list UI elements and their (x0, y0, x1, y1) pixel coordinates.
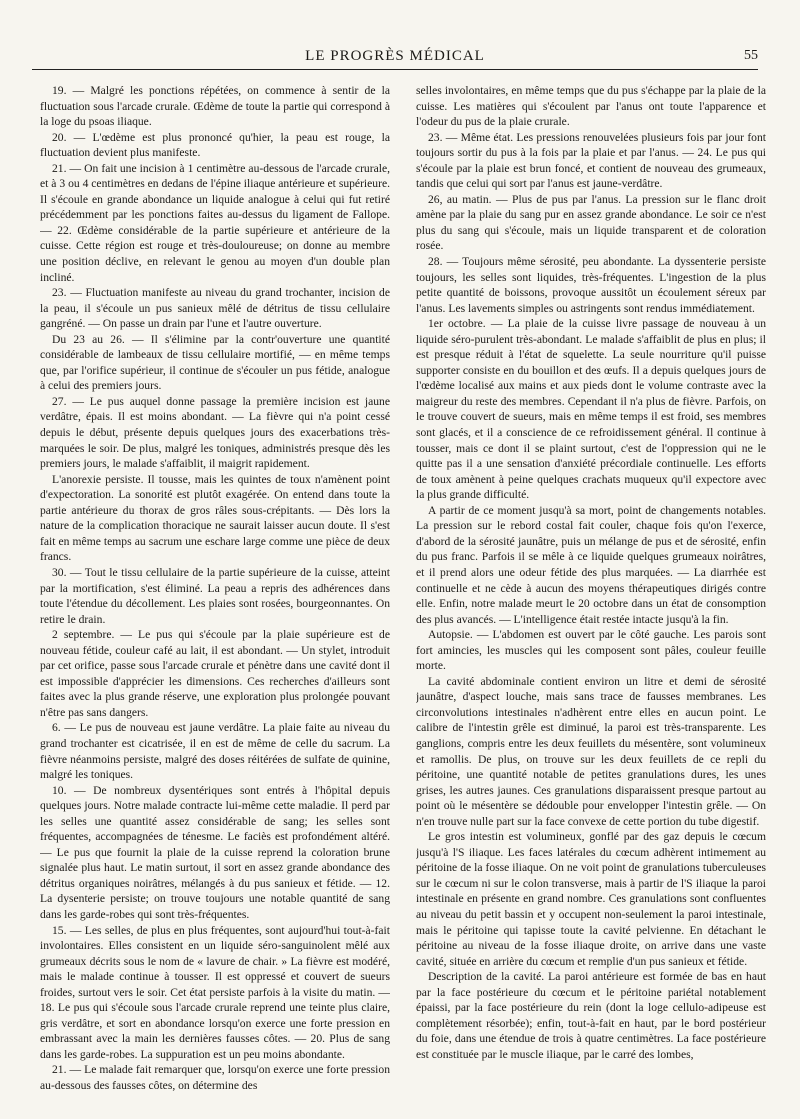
paragraph: 2 septembre. — Le pus qui s'écoule par la plaie supérieure est de nouveau fétide, couleur café au lait, il est abondant. — Un stylet, introduit par cet orifice, passe sous l'arcade crurale et pénètre dans une cavité dont il est impossible d'apprécier les dimensions. Ces recherches d'ailleurs sont faites avec la plus grande réserve, une exploration plus prolongée pouvant n'être pas sans dangers. (40, 628, 390, 719)
paragraph: 21. — On fait une incision à 1 centimètre au-dessous de l'arcade crurale, et à 3 ou 4 centimètres en dedans de l'épine iliaque antérieure et supérieure. Il s'écoule en grande abondance un liquide analogue à celui qui fut retiré précédemment par les ponctions faites au-dessus du ligament de Fallope. — 22. Œdème considérable de la partie supérieure et antérieure de la cuisse. Cette région est rouge et très-douloureuse; on donne au membre une position déclive, en relevant le genou au moyen d'un double plan incliné. (40, 161, 390, 284)
paragraph: 20. — L'œdème est plus prononcé qu'hier, la peau est rouge, la fluctuation devient plus manifeste. (40, 130, 390, 160)
paragraph: Description de la cavité. La paroi antérieure est formée de bas en haut par la face postérieure du cœcum et le péritoine pariétal notablement épaissi, par la face postérieure du rein (dont la loge cellulo-adipeuse est complètement résorbée); enfin, tout-à-fait en haut, par le bord postérieur du foie, dans une étendue de trois à quatre centimètres. La face postérieure est constituée par le muscle iliaque, par le carré des lombes, (416, 970, 766, 1061)
paragraph: selles involontaires, en même temps que du pus s'échappe par la plaie de la cuisse. Les matières qui s'écoulent par l'anus ont toute l'apparence et l'odeur du pus de la plaie crurale. (416, 84, 766, 129)
page-number: 55 (744, 48, 758, 63)
paragraph: Du 23 au 26. — Il s'élimine par la contr'ouverture une quantité considérable de lambeaux de tissu cellulaire mortifié, — en même temps que, par l'orifice supérieur, il continue de s'écouler un pus fétide, analogue à celui des premiers jours. (40, 332, 390, 393)
paragraph: 19. — Malgré les ponctions répétées, on commence à sentir de la fluctuation sous l'arcade crurale. Œdème de toute la partie qui correspond à la loge du psoas iliaque. (40, 84, 390, 129)
paragraph: Autopsie. — L'abdomen est ouvert par le côté gauche. Les parois sont fort amincies, les muscles qui les composent sont pâles, couleur feuille morte. (416, 628, 766, 673)
paragraph: 23. — Même état. Les pressions renouvelées plusieurs fois par jour font toujours sortir du pus à la fois par la plaie et par l'anus. — 24. Le pus qui s'écoule par la plaie est brun foncé, et contient de nouveau des grumeaux, tandis que celui qui sort par l'anus est jaune-verdâtre. (416, 130, 766, 191)
paragraph: 28. — Toujours même sérosité, peu abondante. La dyssenterie persiste toujours, les selles sont liquides, très-fréquentes. L'ingestion de la plus petite quantité de boissons, provoque aussitôt un écoulement séreux par l'anus. Les lavements simples ou astringents sont rendus immédiatement. (416, 255, 766, 315)
paragraph: 15. — Les selles, de plus en plus fréquentes, sont aujourd'hui tout-à-fait involontaires. Elles consistent en un liquide séro-sanguinolent mêlé aux grumeaux décrits sous le nom de « lavure de chair. » La fièvre est modéré, mais le malade continue à tousser. Il est oppressé et couvert de sueurs froides, surtout vers le soir. Cet état persiste parfois à la visite du matin. — 18. Le pus qui s'écoule sous l'arcade crurale reprend une teinte plus claire, gris verdâtre, et sort en abondance lorsqu'on exerce une forte pression en embrassant avec la main les dernières fausses côtes. — 20. Plus de sang dans les garde-robes. La suppuration est un peu moins abondante. (40, 923, 390, 1061)
paragraph: 27. — Le pus auquel donne passage la première incision est jaune verdâtre, épais. Il est moins abondant. — La fièvre qui n'a point cessé depuis le début, présente depuis quelques jours des exacerbations très-marquées le soir. De plus, malgré les toniques, administrés presque dès les premiers jours, le malade s'affaiblit, il maigrit rapidement. (40, 394, 390, 471)
right-column (416, 83, 766, 1103)
paragraph: 30. — Tout le tissu cellulaire de la partie supérieure de la cuisse, atteint par la mortification, s'est éliminé. La peau a repris des adhérences dans toute l'étendue du décollement. Les plaies sont rosées, bourgeonnantes. On retire le drain. (40, 565, 390, 626)
paragraph: 1er octobre. — La plaie de la cuisse livre passage de nouveau à un liquide séro-purulent très-abondant. Le malade s'affaiblit de plus en plus; il est presque réduit à l'état de squelette. La seule nourriture qu'il puisse supporter consiste en du bouillon et des œufs. Il a depuis quelques jours de l'œdème localisé aux mains et aux pieds dont le volume contraste avec la maigreur du reste des membres. Cependant il n'a plus de fièvre. Parfois, on le trouve couvert de sueurs, mais en même temps il est froid, ses membres sont glacés, et il a conscience de ce refroidissement général. Il continue à tousser, mais ce dont il se plaint surtout, c'est de l'oppression qui ne le quitte pas il a une sensation d'anxiété précordiale continuelle. Les efforts de toux amènent à peine quelques crachats muqueux qu'il expectore avec la plus grande difficulté. (416, 317, 766, 502)
journal-title: LE PROGRÈS MÉDICAL (305, 48, 485, 64)
left-column (40, 83, 390, 1103)
paragraph: 21. — Le malade fait remarquer que, lorsqu'on exerce une forte pression au-dessous des fausses côtes, on détermine des (40, 1063, 390, 1092)
paragraph: 10. — De nombreux dysentériques sont entrés à l'hôpital depuis quelques jours. Notre malade contracte lui-même cette maladie. Il perd par les selles une quantité assez considérable de sang; les selles sont fréquentes, accompagnées de ténesme. Le faciès est profondément altéré. — Le pus que fournit la plaie de la cuisse reprend la coloration brune signalée plus haut. Le matin surtout, il sort en assez grande abondance des détritus organiques noirâtres, mélangés à du pus sanieux et fétide. — 12. La dysenterie persiste; on trouve toujours une notable quantité de sang dans les garde-robes qui sont très-fréquentes. (40, 783, 390, 921)
running-header (32, 45, 758, 69)
header-rule (32, 69, 758, 70)
paragraph: La cavité abdominale contient environ un litre et demi de sérosité jaunâtre, d'aspect louche, mais sans trace de fausses membranes. Les circonvolutions intestinales n'adhèrent entre elles en aucun point. Le calibre de l'intestin grêle est diminué, la paroi est très-transparente. Les ganglions, compris entre les deux feuillets du mésentère, sont volumineux et ramollis. De plus, on trouve sur les deux feuillets de ce repli du péritoine, une quantité notable de petites granulations dures, les unes grises, les autres jaunes. Ces granulations disparaissent presque partout au point où le mésentère se dédouble pour envelopper l'intestin grêle. — On n'en trouve nulle part sur la face convexe de cette portion du tube digestif. (416, 674, 766, 828)
paragraph: 6. — Le pus de nouveau est jaune verdâtre. La plaie faite au niveau du grand trochanter est cicatrisée, il en est de même de celle du sacrum. La fièvre néanmoins persiste, malgré des doses réitérées de sulfate de quinine, malgré les toniques. (40, 721, 390, 782)
paragraph: 23. — Fluctuation manifeste au niveau du grand trochanter, incision de la peau, il s'écoule un pus sanieux mêlé de détritus de tissu cellulaire gangréné. — On passe un drain par l'une et l'autre ouverture. (40, 286, 390, 331)
paragraph: Le gros intestin est volumineux, gonflé par des gaz depuis le cœcum jusqu'à l'S iliaque. Les faces latérales du cœcum adhèrent intimement au péritoine de la fosse iliaque. On ne voit point de granulations tuberculeuses sur le cœcum ni sur le colon transverse, mais à partir de l'S iliaque la paroi intestinale en présente en grand nombre. Ces granulations sont confluentes au niveau du petit bassin et y occupent non-seulement la paroi intestinale, mais le péritoine qui tapisse toute la cavité pelvienne. En détachant le péritoine au niveau de la fosse iliaque droite, on arrive dans une vaste cavité, située en arrière du cœcum et remplie d'un pus sanieux et fétide. (416, 830, 766, 968)
paragraph: L'anorexie persiste. Il tousse, mais les quintes de toux n'amènent point d'expectoration. La sonorité est plutôt exagérée. On entend dans toute la partie antérieure du thorax de gros râles sous-crépitants. — Dès lors la nature de la complication thoracique ne saurait laisser aucun doute. Il s'est fait en même temps au sacrum une eschare large comme une pièce de deux francs. (40, 472, 390, 564)
paragraph: A partir de ce moment jusqu'à sa mort, point de changements notables. La pression sur le rebord costal fait couler, chaque fois qu'on l'exerce, d'abord de la sérosité jaunâtre, puis un mélange de pus et de sérosité, enfin du pus franc. Parfois il se mêle à ce liquide quelques grumeaux noirâtres, et il prend alors une odeur fétide des plus marquées. — La diarrhée est continuelle et ne cède à aucun des moyens thérapeutiques dirigés contre elle. Enfin, notre malade meurt le 20 octobre dans un état de consomption des plus avancés. — L'intelligence était restée intacte jusqu'à la fin. (416, 503, 766, 626)
paragraph: 26, au matin. — Plus de pus par l'anus. La pression sur le flanc droit amène par la plaie du sang pur en assez grande abondance. Le soir ce n'est plus du sang qui s'écoule, mais un liquide transparent et de coloration rosée. (416, 192, 766, 253)
